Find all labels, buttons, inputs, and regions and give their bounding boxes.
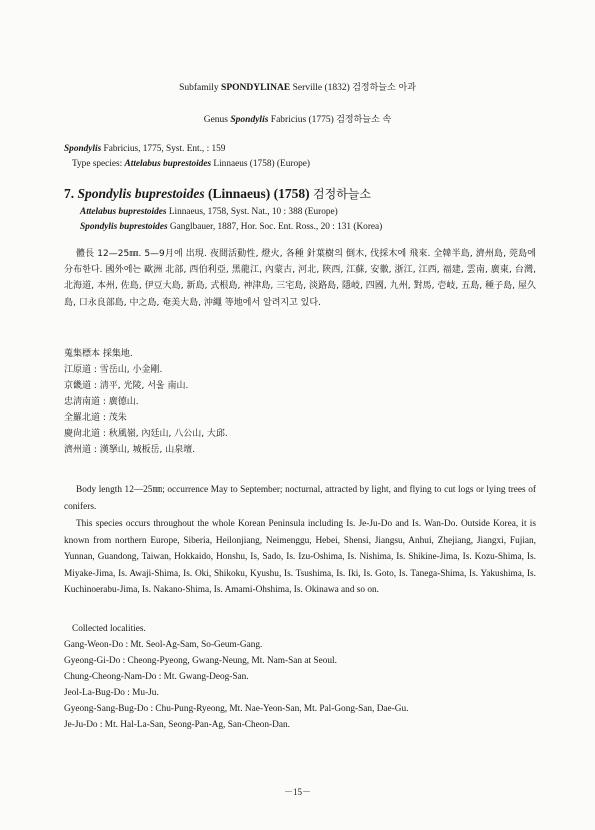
korean-locality: 全羅北道 : 茂朱 (64, 413, 127, 423)
genus-name: Spondylis (230, 115, 269, 125)
page-number: －15－ (283, 787, 311, 797)
genus-prefix: Genus (203, 115, 229, 125)
subfamily-author: Serville (1832) (292, 83, 350, 93)
korean-localities-title: 蒐集標本 採集地. (64, 349, 133, 359)
subfamily-name: SPONDYLINAE (221, 83, 291, 93)
genus-ref-citation: Fabricius, 1775, Syst. Ent., : 159 (103, 144, 226, 154)
synonym-citation: Linnaeus, 1758, Syst. Nat., 10 : 388 (Europe) (168, 207, 338, 217)
korean-locality: 京畿道 : 淸平, 光陵, 서울 南山. (64, 381, 189, 391)
subfamily-korean: 검정하늘소 아과 (352, 83, 416, 93)
genus-citation (64, 144, 225, 154)
synonym-2 (80, 222, 382, 232)
synonym-citation: Ganglbauer, 1887, Hor. Soc. Ent. Ross., 20 : 131 (Korea) (169, 222, 383, 232)
synonym-1 (80, 207, 338, 217)
korean-locality: 濟州道 : 漢拏山, 城板岳, 山泉壇. (64, 445, 196, 455)
species-name: Spondylis buprestoides (77, 186, 205, 201)
english-locality: Chung-Cheong-Nam-Do : Mt. Gwang-Deog-San. (64, 672, 249, 682)
type-species-label: Type species: (72, 159, 123, 169)
english-distribution: This species occurs throughout the whole Korean Peninsula including Is. Je-Ju-Do and Is. Wan-Do. Outside Korea, it is known from northern Europe, Siberia, Heilonjiang, Neimenggu, Hebei, Shensi, Jiangsu, Anhui, Zhejiang, Jiangxi, Fujian, Yunnan, Guandong, Taiwan, Hokkaido, Honshu, Is, Sado, Is. Izu-Oshima, Is. Nishima, Is. Shikine-Jima, Is. Kozu-Shima, Is. Miyake-Jima, Is. Awaji-Shima, Is. Oki, Shikoku, Kyushu, Is. Tsushima, Is. Iki, Is. Goto, Is. Tanega-Shima, Is. Yakushima, Is. Kuchinoerabu-Jima, Is. Nakano-Shima, Is. Amami-Ohshima, Is. Okinawa and so on. (64, 519, 536, 595)
english-locality: Gang-Weon-Do : Mt. Seol-Ag-Sam, So-Geum-Gang. (64, 640, 263, 650)
species-author: (Linnaeus) (1758) (208, 186, 310, 201)
type-species (72, 159, 310, 169)
genus-korean: 검정하늘소 속 (336, 115, 392, 125)
species-number: 7. (64, 186, 75, 201)
korean-locality: 江原道 : 雪岳山, 小金剛. (64, 365, 163, 375)
synonym-name: Spondylis buprestoides (80, 222, 168, 232)
genus-author: Fabricius (1775) (270, 115, 334, 125)
english-locality: Je-Ju-Do : Mt. Hal-La-San, Seong-Pan-Ag, San-Cheon-Dan. (64, 720, 290, 730)
species-korean: 검정하늘소 (313, 187, 372, 201)
species-title (64, 185, 371, 202)
korean-locality: 忠淸南道 : 廣德山. (64, 397, 139, 407)
english-localities-title: Collected localities. (72, 624, 146, 634)
genus-ref-name: Spondylis (64, 144, 102, 154)
type-species-name: Attelabus buprestoides (124, 159, 212, 169)
english-locality: Gyeong-Sang-Bug-Do : Chu-Pung-Ryeong, Mt. Nae-Yeon-San, Mt. Pal-Gong-San, Dae-Gu. (64, 704, 409, 714)
korean-description: 體長 12—25㎜. 5—9月에 出現. 夜間活動性, 燈火, 各種 針葉樹의 倒木, 伐採木에 飛來. 全韓半島, 濟州島, 莞島에 分布한다. 國外에는 歐洲 北部, 西伯利亞, 黑龍江, 內蒙古, 河北, 陝西, 江蘇, 安徽, 浙江, 江西, 福建, 雲南, 廣東, 台灣, 北海道, 本州, 佐島, 伊豆大島, 新島, 式根島, 神津島, 三宅島, 淡路島, 隱岐, 四國, 九州, 對馬, 壱岐, 五島, 種子島, 屋久島, 口永良部島, 中之島, 奄美大島, 沖繩 等地에서 알려지고 있다. (64, 249, 536, 308)
type-species-author: Linnaeus (1758) (Europe) (213, 159, 310, 169)
english-locality: Jeol-La-Bug-Do : Mu-Ju. (64, 688, 159, 698)
subfamily-prefix: Subfamily (179, 83, 219, 93)
subfamily-heading (0, 80, 595, 93)
genus-heading (0, 112, 595, 125)
korean-locality: 慶尙北道 : 秋風嶺, 內廷山, 八公山, 大邱. (64, 429, 228, 439)
synonym-name: Attelabus buprestoides (80, 207, 167, 217)
english-locality: Gyeong-Gi-Do : Cheong-Pyeong, Gwang-Neung, Mt. Nam-San at Seoul. (64, 656, 337, 666)
english-description: Body length 12—25㎜; occurrence May to September; nocturnal, attracted by light, and flying to cut logs or lying trees of conifers. (64, 485, 536, 512)
